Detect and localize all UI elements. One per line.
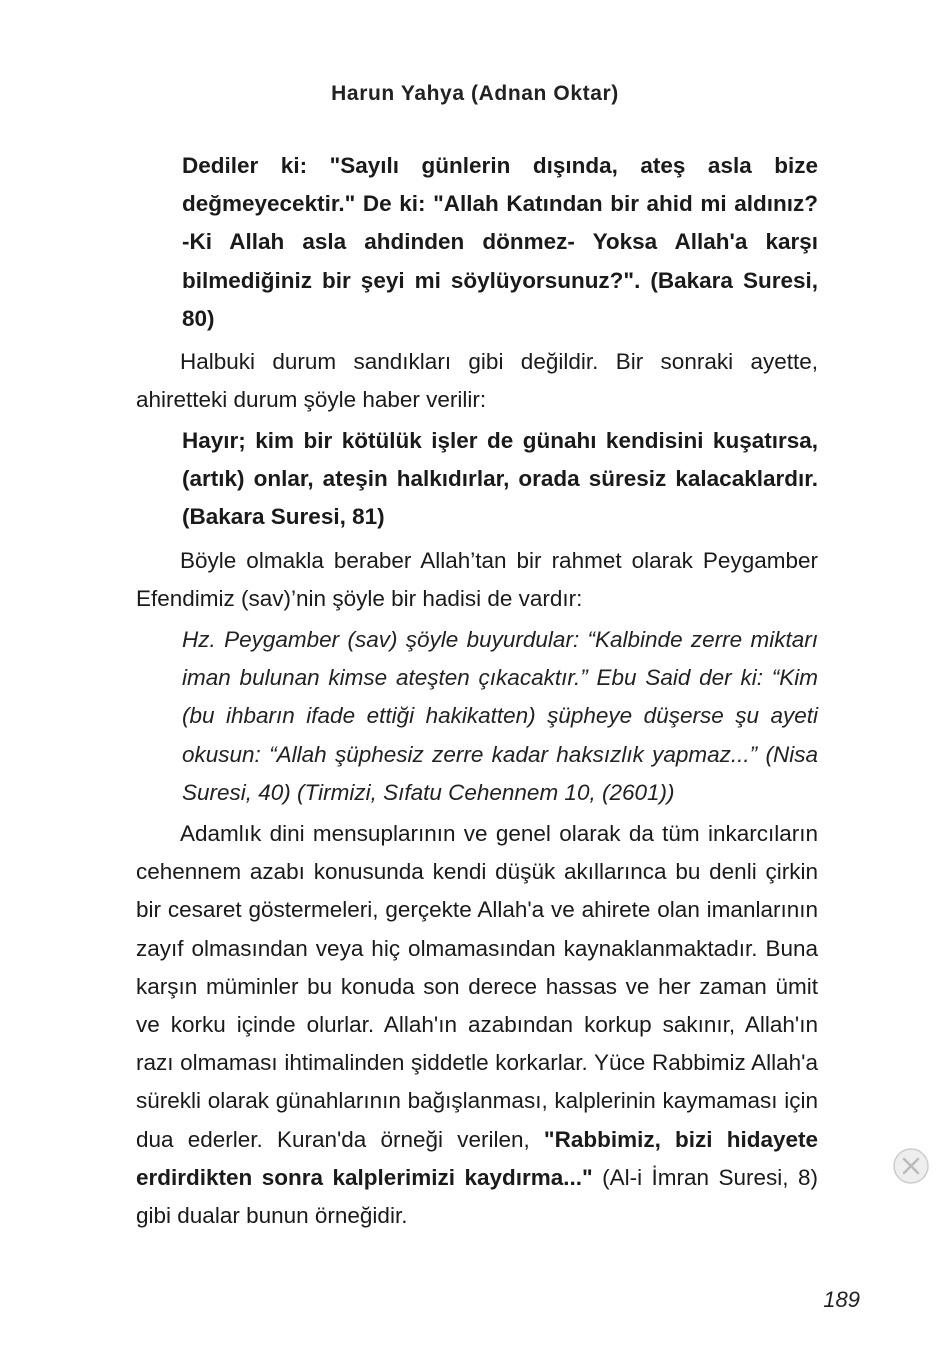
body-paragraph-2: Böyle olmakla beraber Allah’tan bir rahmet olarak Peygamber Efendimiz (sav)’nin şöyle bir hadisi de vardır: [136,548,818,612]
quran-quote-bakara-81: Hayır; kim bir kötülük işler de günahı kendisini kuşatırsa, (artık) onlar, ateşin halkıdırlar, orada süresiz kalacaklardır. (Bakara Suresi, 81) [182,428,818,530]
paragraph-3-text-before: Adamlık dini mensuplarının ve genel olarak da tüm inkarcıların cehennem azabı konusunda kendi düşük akıllarınca bu denli çirkin bir cesaret göstermeleri, gerçekte Allah'a ve ahirete olan imanlarının zayıf olmasından veya hiç olmamasından kaynaklanmaktadır. Buna karşın müminler bu konuda son derece hassas ve her zaman ümit ve korku içinde olurlar. Allah'ın azabından korkup sakınır, Allah'ın razı olmaması ihtimalinden şiddetle korkarlar. Yüce Rabbimiz Allah'a sürekli olarak günahlarının bağışlanması, kalplerinin kaymaması için dua ederler. Kuran'da örneği verilen, [136,821,818,1152]
paragraph-3-bold-quote: "Rabbimiz, bizi hidayete erdirdikten sonra kalplerimizi kaydırma..." [136,1126,818,1190]
quran-quote-bakara-80: Dediler ki: "Sayılı günlerin dışında, ateş asla bize değmeyecektir." De ki: "Allah Katından bir ahid mi aldınız? -Ki Allah asla ahdinden dönmez- Yoksa Allah'a karşı bilmediğiniz bir şeyi mi söylüyorsunuz?". (Bakara Suresi, 80) [182,153,818,331]
hadith-quote: Hz. Peygamber (sav) şöyle buyurdular: “Kalbinde zerre miktarı iman bulunan kimse ateşten çıkacaktır.” Ebu Said der ki: “Kim (bu ihbarın ifade ettiği hakikatten) şüpheye düşerse şu ayeti okusun: “Allah şüphesiz zerre kadar haksızlık yapmaz...” (Nisa Suresi, 40) (Tirmizi, Sıfatu Cehennem 10, (2601)) [182,627,818,805]
page-header: Harun Yahya (Adnan Oktar) [331,82,619,105]
paragraph-3-text-after: (Al-i İmran Suresi, 8) gibi dualar bunun örneğidir. [136,1164,818,1229]
body-paragraph-3 [136,815,818,1235]
page-number: 189 [823,1287,860,1312]
body-paragraph-1: Halbuki durum sandıkları gibi değildir. Bir sonraki ayette, ahiretteki durum şöyle haber verilir: [136,349,818,413]
close-circle-icon[interactable] [892,1147,930,1185]
